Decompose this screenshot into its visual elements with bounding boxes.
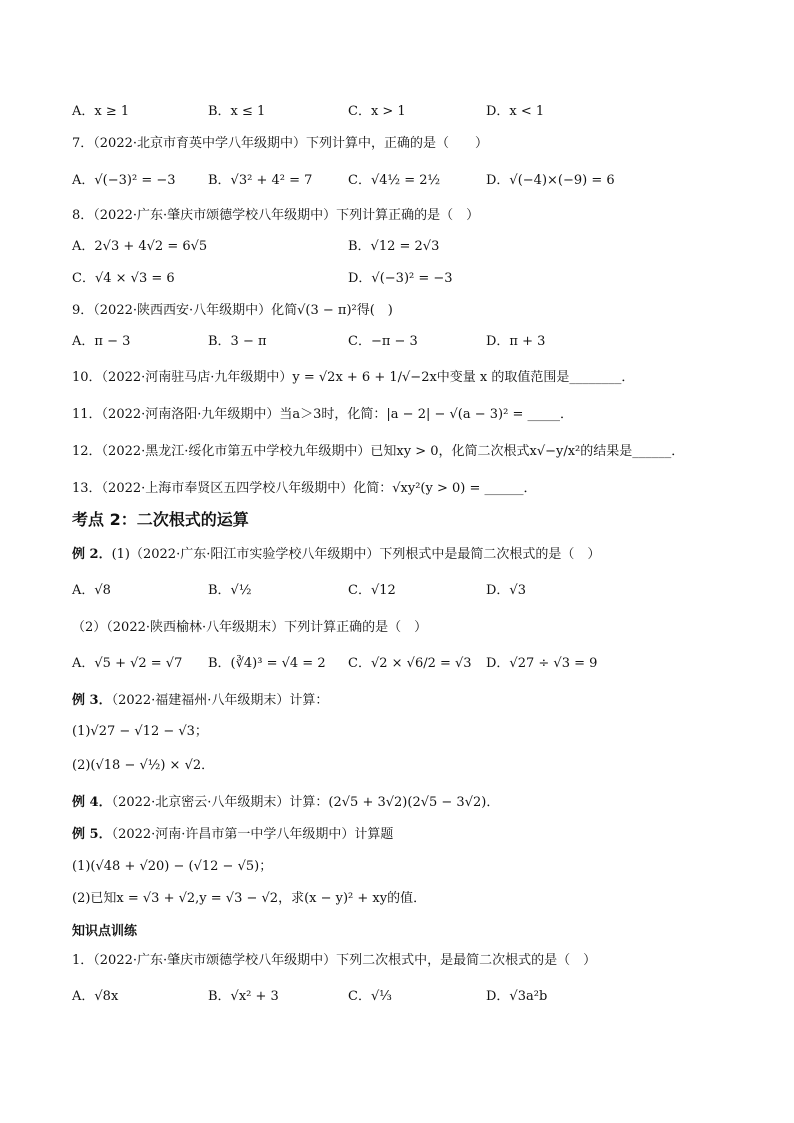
answer-option: B．(∛4)³ = √4 = 2 bbox=[208, 656, 326, 671]
answer-option: B．3 − π bbox=[208, 334, 267, 349]
example-label: 例 5． bbox=[72, 827, 112, 842]
answer-option: A．π − 3 bbox=[72, 334, 131, 349]
answer-option: A．√8x bbox=[72, 989, 119, 1004]
text-line: （2）（2022·陕西榆林·八年级期末）下列计算正确的是（ ） bbox=[72, 620, 428, 635]
text-line: 1．（2022·广东·肇庆市颂德学校八年级期中）下列二次根式中，是最简二次根式的是（ ） bbox=[72, 953, 597, 968]
text-line: (2)(√18 − √½) × √2． bbox=[72, 758, 215, 773]
answer-option: A．√(−3)² = −3 bbox=[72, 173, 176, 188]
answer-option: B．√3² + 4² = 7 bbox=[208, 173, 313, 188]
section-heading: 考点 2：二次根式的运算 bbox=[72, 510, 249, 529]
example-text: （2022·河南·许昌市第一中学八年级期中）计算题 bbox=[111, 827, 394, 842]
example-label: 例 3． bbox=[72, 693, 112, 708]
text-line bbox=[72, 826, 393, 844]
example-label: 例 2． bbox=[72, 547, 112, 562]
answer-option: B．√½ bbox=[208, 583, 252, 598]
text-line: 10．（2022·河南驻马店·九年级期中）y = √2x + 6 + 1/√−2x中变量 x 的取值范围是________． bbox=[72, 370, 635, 385]
text-line: 11．（2022·河南洛阳·九年级期中）当a＞3时，化简：|a − 2| − √(a − 3)² = _____． bbox=[72, 407, 573, 422]
answer-option: C．√4½ = 2½ bbox=[348, 173, 441, 188]
answer-option: D．√3a²b bbox=[486, 989, 548, 1004]
answer-option: D．x < 1 bbox=[486, 104, 545, 119]
answer-option: C．√2 × √6/2 = √3 bbox=[348, 656, 472, 671]
text-line bbox=[72, 794, 499, 812]
answer-option: A．2√3 + 4√2 = 6√5 bbox=[72, 239, 208, 254]
answer-option: D．√3 bbox=[486, 583, 526, 598]
answer-option: D．π + 3 bbox=[486, 334, 546, 349]
answer-option: D．√27 ÷ √3 = 9 bbox=[486, 656, 598, 671]
text-line: (1)√27 − √12 − √3； bbox=[72, 724, 208, 739]
answer-option: C．√⅓ bbox=[348, 989, 392, 1004]
answer-option: D．√(−3)² = −3 bbox=[348, 271, 453, 286]
text-line: 9．（2022·陕西西安·八年级期中）化简√(3 − π)²得( ) bbox=[72, 303, 393, 318]
answer-option: A．x ≥ 1 bbox=[72, 104, 130, 119]
example-label: 例 4． bbox=[72, 795, 112, 810]
example-text: （2022·福建福州·八年级期末）计算： bbox=[111, 693, 329, 708]
text-line: 8．（2022·广东·肇庆市颂德学校八年级期中）下列计算正确的是（ ） bbox=[72, 208, 480, 223]
answer-option: B．√12 = 2√3 bbox=[348, 239, 440, 254]
answer-option: A．√5 + √2 = √7 bbox=[72, 656, 183, 671]
text-line: (1)(√48 + √20) − (√12 − √5)； bbox=[72, 859, 273, 874]
text-line bbox=[72, 692, 328, 710]
text-line: 13．（2022·上海市奉贤区五四学校八年级期中）化简：√xy²(y > 0) = ______． bbox=[72, 481, 537, 496]
subsection-heading: 知识点训练 bbox=[72, 924, 138, 939]
answer-option: C．√12 bbox=[348, 583, 396, 598]
text-line: (2)已知x = √3 + √2,y = √3 − √2，求(x − y)² + xy的值． bbox=[72, 891, 427, 906]
answer-option: D．√(−4)×(−9) = 6 bbox=[486, 173, 615, 188]
text-line: 7．（2022·北京市育英中学八年级期中）下列计算中，正确的是（ ） bbox=[72, 136, 488, 151]
answer-option: C．x > 1 bbox=[348, 104, 406, 119]
answer-option: C．√4 × √3 = 6 bbox=[72, 271, 175, 286]
answer-option: C．−π − 3 bbox=[348, 334, 418, 349]
answer-option: B．x ≤ 1 bbox=[208, 104, 266, 119]
example-text: (1)（2022·广东·阳江市实验学校八年级期中）下列根式中是最简二次根式的是（ ） bbox=[111, 547, 601, 562]
example-text: （2022·北京密云·八年级期末）计算：(2√5 + 3√2)(2√5 − 3√2)． bbox=[111, 795, 500, 810]
text-line: 12．（2022·黑龙江·绥化市第五中学校九年级期中）已知xy > 0，化简二次根式x√−y/x²的结果是______． bbox=[72, 444, 685, 459]
answer-option: B．√x² + 3 bbox=[208, 989, 279, 1004]
answer-option: A．√8 bbox=[72, 583, 111, 598]
text-line bbox=[72, 546, 600, 564]
